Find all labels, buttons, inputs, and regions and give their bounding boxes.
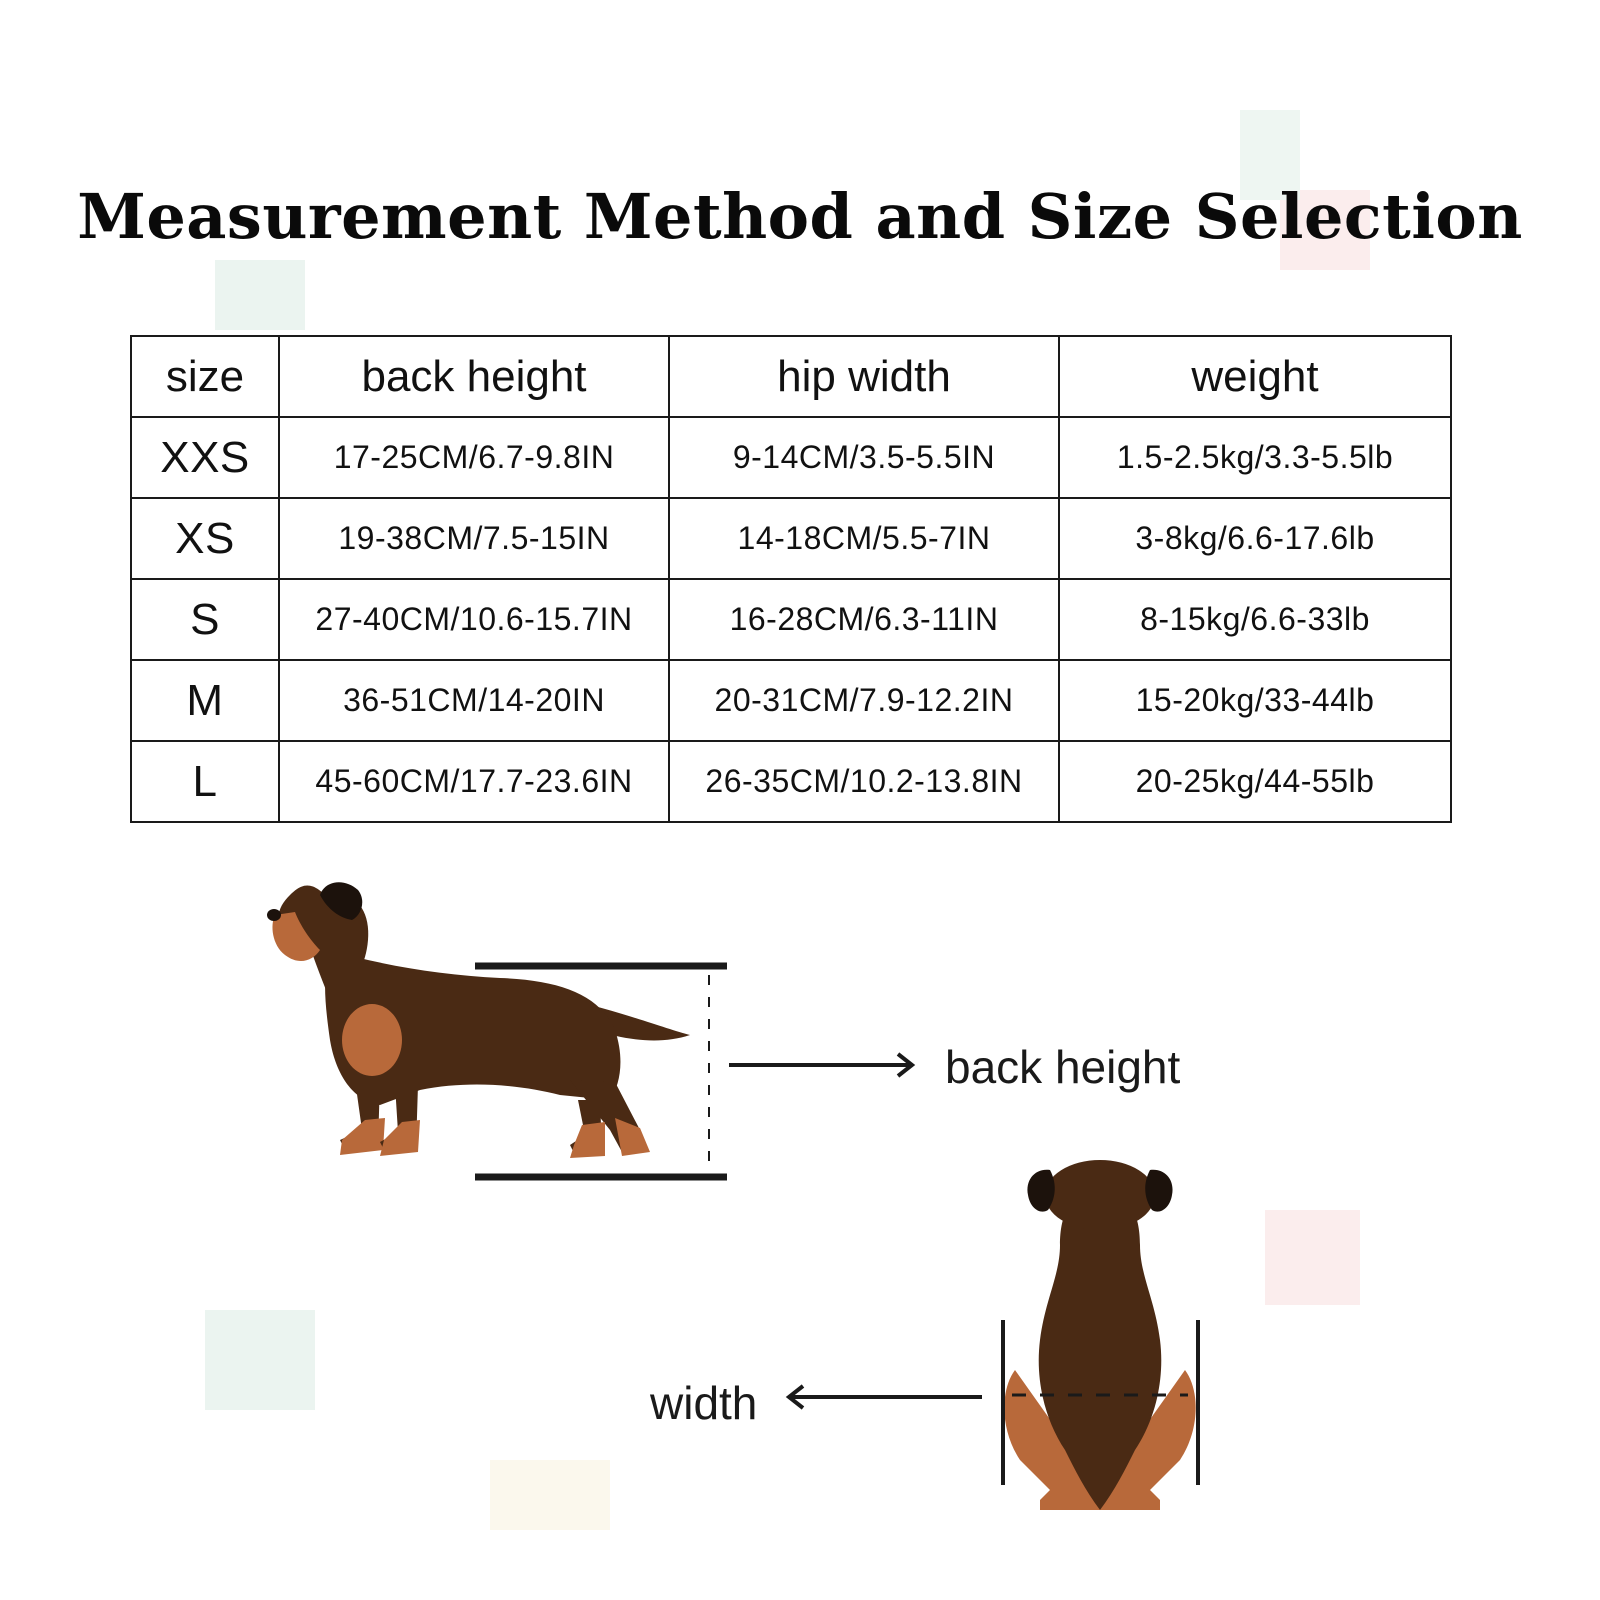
cell-weight: 8-15kg/6.6-33lb [1059,579,1451,660]
width-label: width [650,1377,758,1429]
cell-hip-width: 14-18CM/5.5-7IN [669,498,1059,579]
cell-weight: 3-8kg/6.6-17.6lb [1059,498,1451,579]
cell-size: L [131,741,279,822]
cell-weight: 15-20kg/33-44lb [1059,660,1451,741]
header-back-height: back height [279,336,669,417]
cell-back-height: 19-38CM/7.5-15IN [279,498,669,579]
header-hip-width: hip width [669,336,1059,417]
left-arrow-icon [789,1386,982,1408]
cell-back-height: 45-60CM/17.7-23.6IN [279,741,669,822]
cell-size: XXS [131,417,279,498]
cell-hip-width: 26-35CM/10.2-13.8IN [669,741,1059,822]
cell-weight: 20-25kg/44-55lb [1059,741,1451,822]
right-arrow-icon [729,1054,912,1076]
header-weight: weight [1059,336,1451,417]
cell-size: XS [131,498,279,579]
dog-side-view-icon [267,882,690,1158]
cell-back-height: 27-40CM/10.6-15.7IN [279,579,669,660]
cell-back-height: 17-25CM/6.7-9.8IN [279,417,669,498]
cell-weight: 1.5-2.5kg/3.3-5.5lb [1059,417,1451,498]
cell-hip-width: 9-14CM/3.5-5.5IN [669,417,1059,498]
cell-size: S [131,579,279,660]
cell-back-height: 36-51CM/14-20IN [279,660,669,741]
dog-back-view-icon [1004,1160,1195,1510]
cell-hip-width: 16-28CM/6.3-11IN [669,579,1059,660]
back-height-label: back height [945,1041,1181,1093]
cell-size: M [131,660,279,741]
page-title: Measurement Method and Size Selection [77,180,1523,253]
cell-hip-width: 20-31CM/7.9-12.2IN [669,660,1059,741]
header-size: size [131,336,279,417]
